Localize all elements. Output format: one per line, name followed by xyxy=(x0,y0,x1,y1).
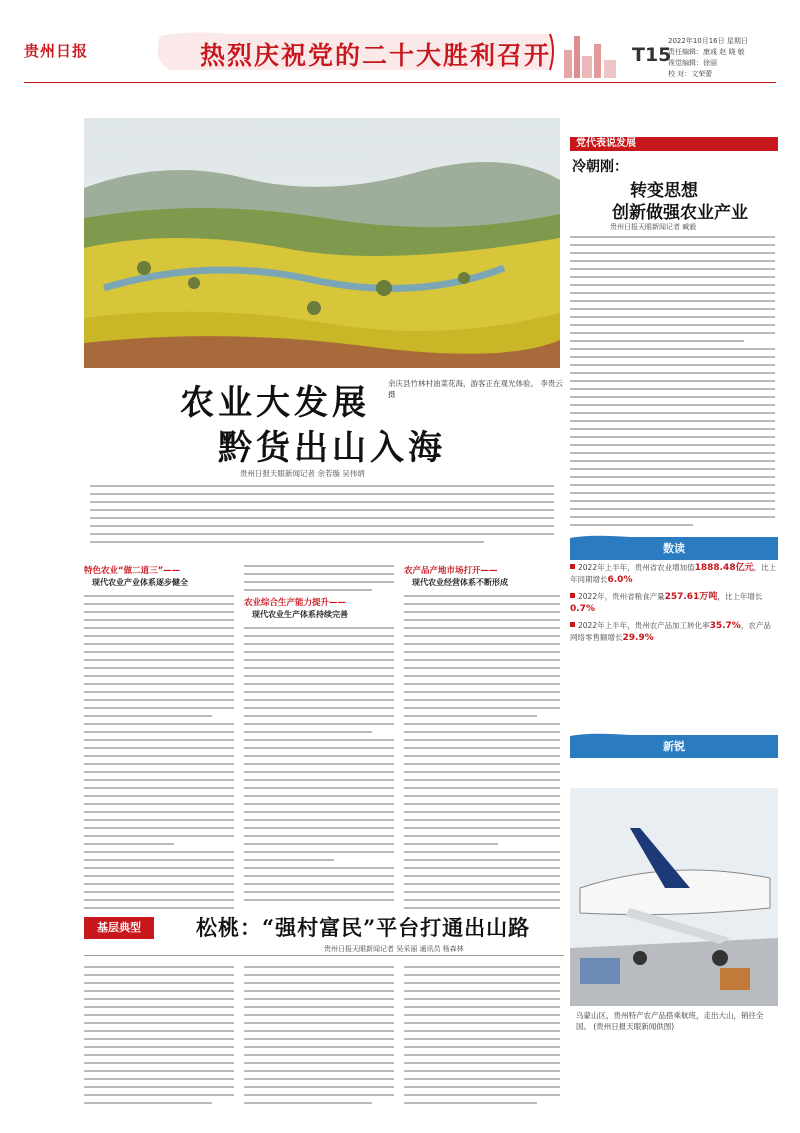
data-item-2: 2022年，贵州省粮食产量257.61万吨，比上年增长0.7% xyxy=(570,592,763,614)
page-number: T15 xyxy=(632,44,672,66)
header-rule xyxy=(24,82,776,83)
canola-landscape-photo xyxy=(84,118,560,368)
article-column-3 xyxy=(404,565,560,915)
meta-visual: 视觉编辑：徐丽 xyxy=(668,59,717,67)
meta-date: 2022年10月16日 星期日 xyxy=(668,37,748,45)
bottom-article-title: 松桃：“强村富民”平台打通出山路 xyxy=(196,915,531,940)
bottom-column-2 xyxy=(244,966,394,1110)
xinrui-photo-caption: 乌蒙山区，贵州特产农产品搭乘航班，走出大山，销往全国。 (贵州日报天眼新闻供图) xyxy=(576,1011,764,1031)
newspaper-logo: 贵州日报 xyxy=(24,42,89,60)
column-author: 冷朝刚： xyxy=(572,159,628,175)
photo-caption: 余庆县竹林村油菜花海，游客正在观光体验。 李贵云 摄 xyxy=(388,379,563,399)
cargo-plane-photo xyxy=(570,788,778,1006)
data-section-title: 数读 xyxy=(663,542,685,555)
subhead-3b: 现代农业经营体系不断形成 xyxy=(412,578,508,587)
data-item-3: 2022年上半年，贵州农产品加工转化率35.7%，农产品网络零售额增长29.9% xyxy=(570,621,771,643)
slogan-title: 热烈庆祝党的二十大胜利召开 xyxy=(200,41,552,70)
bottom-title-rule xyxy=(84,955,564,956)
headline-line-2: 黔货出山入海 xyxy=(218,428,446,468)
column-byline: 贵州日报天眼新闻记者 臧毅 xyxy=(610,223,697,231)
column-body xyxy=(570,236,775,532)
subhead-2b: 现代农业生产体系持续完善 xyxy=(252,610,348,619)
subhead-1a: 特色农业“做二道三”—— xyxy=(84,566,181,576)
meta-editor: 责任编辑：康彧 赵 晓 敏 xyxy=(668,48,745,56)
subhead-3a: 农产品产地市场打开—— xyxy=(404,566,498,576)
article-column-1 xyxy=(84,565,234,915)
data-item-1: 2022年上半年，贵州省农业增加值1888.48亿元，比上年同期增长6.0% xyxy=(570,563,777,585)
bottom-article-byline: 贵州日报天眼新闻记者 吴采丽 通讯员 杨森林 xyxy=(324,945,464,953)
subhead-1b: 现代农业产业体系逐步健全 xyxy=(92,578,188,587)
edition-meta xyxy=(668,36,788,80)
article-column-2 xyxy=(244,565,394,907)
data-section-body xyxy=(570,562,778,722)
meta-proof: 校 对：文荣蕾 xyxy=(668,70,713,78)
headline-line-1: 农业大发展 xyxy=(180,383,370,423)
xinrui-section-title: 新锐 xyxy=(663,740,685,753)
column-section-bar: 党代表说发展 xyxy=(570,137,778,151)
bottom-column-3 xyxy=(404,966,560,1110)
bottom-column-1 xyxy=(84,966,234,1110)
jiceng-tag: 基层典型 xyxy=(84,917,154,939)
column-title-2: 创新做强农业产业 xyxy=(612,203,748,223)
column-title-1: 转变思想 xyxy=(630,181,698,201)
lead-paragraph xyxy=(90,485,554,560)
subhead-2a: 农业综合生产能力提升—— xyxy=(244,598,347,608)
article-byline: 贵州日报天眼新闻记者 余若璇 吴伟炳 xyxy=(240,469,365,478)
